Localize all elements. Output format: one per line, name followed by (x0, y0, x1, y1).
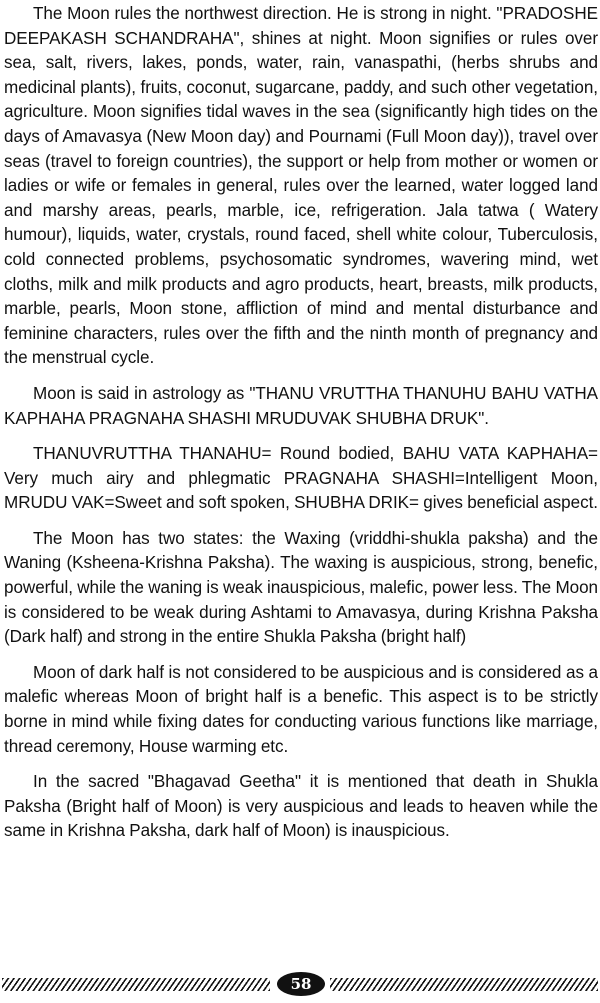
paragraph-astrology-saying: Moon is said in astrology as "THANU VRUTTHA THANUHU BAHU VATHA KAPHAHA PRAGNAHA SHASHI MRUDUVAK SHUBHA DRUK". (4, 383, 598, 428)
page-number-badge: 58 (277, 972, 325, 996)
body-text (0, 2, 600, 844)
footer-hatch-right (330, 978, 598, 991)
paragraph-moon-rules: The Moon rules the northwest direction. He is strong in night. "PRADOSHE DEEPAKASH SCHANDRAHA", shines at night. Moon signifies or rules over sea, salt, rivers, lakes, ponds, water, rain, vanaspathi, (herbs shrubs and medicinal plants), fruits, coconut, sugarcane, paddy, and such other vegetation, agriculture. Moon signifies tidal waves in the sea (significantly high tides on the days of Amavasya (New Moon day) and Pournami (Full Moon day)), travel over seas (travel to foreign countries), the support or help from mother or women or ladies or wife or females in general, rules over the learned, water logged land and marshy areas, pearls, marble, ice, refrigeration. Jala tatwa ( Watery humour), liquids, water, crystals, round faced, shell white colour, Tuberculosis, cold connected problems, psychosomatic syndromes, wavering mind, wet cloths, milk and milk products and agro products, heart, breasts, milk products, marble, pearls, Moon stone, affliction of mind and mental disturbance and feminine characters, rules over the fifth and the ninth month of pregnancy and the menstrual cycle. (4, 4, 598, 368)
paragraph-bhagavad-geetha: In the sacred "Bhagavad Geetha" it is mentioned that death in Shukla Paksha (Bright half of Moon) is very auspicious and leads to heaven while the same in Krishna Paksha, dark half of Moon) is inauspicious. (4, 772, 598, 841)
footer-hatch-left (2, 978, 270, 991)
paragraph-dark-bright-half: Moon of dark half is not considered to be auspicious and is considered as a malefic whereas Moon of bright half is a benefic. This aspect is to be strictly borne in mind while fixing dates for conducting various functions like marriage, thread ceremony, House warming etc. (4, 662, 598, 756)
paragraph-two-states: The Moon has two states: the Waxing (vriddhi-shukla paksha) and the Waning (Ksheena-Krishna Paksha). The waxing is auspicious, strong, benefic, powerful, while the waning is weak inauspicious, malefic, power less. The Moon is considered to be weak during Ashtami to Amavasya, during Krishna Paksha (Dark half) and strong in the entire Shukla Paksha (bright half) (4, 528, 598, 647)
page-footer (2, 970, 598, 1000)
paragraph-term-meanings: THANUVRUTTHA THANAHU= Round bodied, BAHU VATA KAPHAHA= Very much airy and phlegmatic PRAGNAHA SHASHI=Intelligent Moon, MRUDU VAK=Sweet and soft spoken, SHUBHA DRIK= gives beneficial aspect. (4, 444, 598, 513)
